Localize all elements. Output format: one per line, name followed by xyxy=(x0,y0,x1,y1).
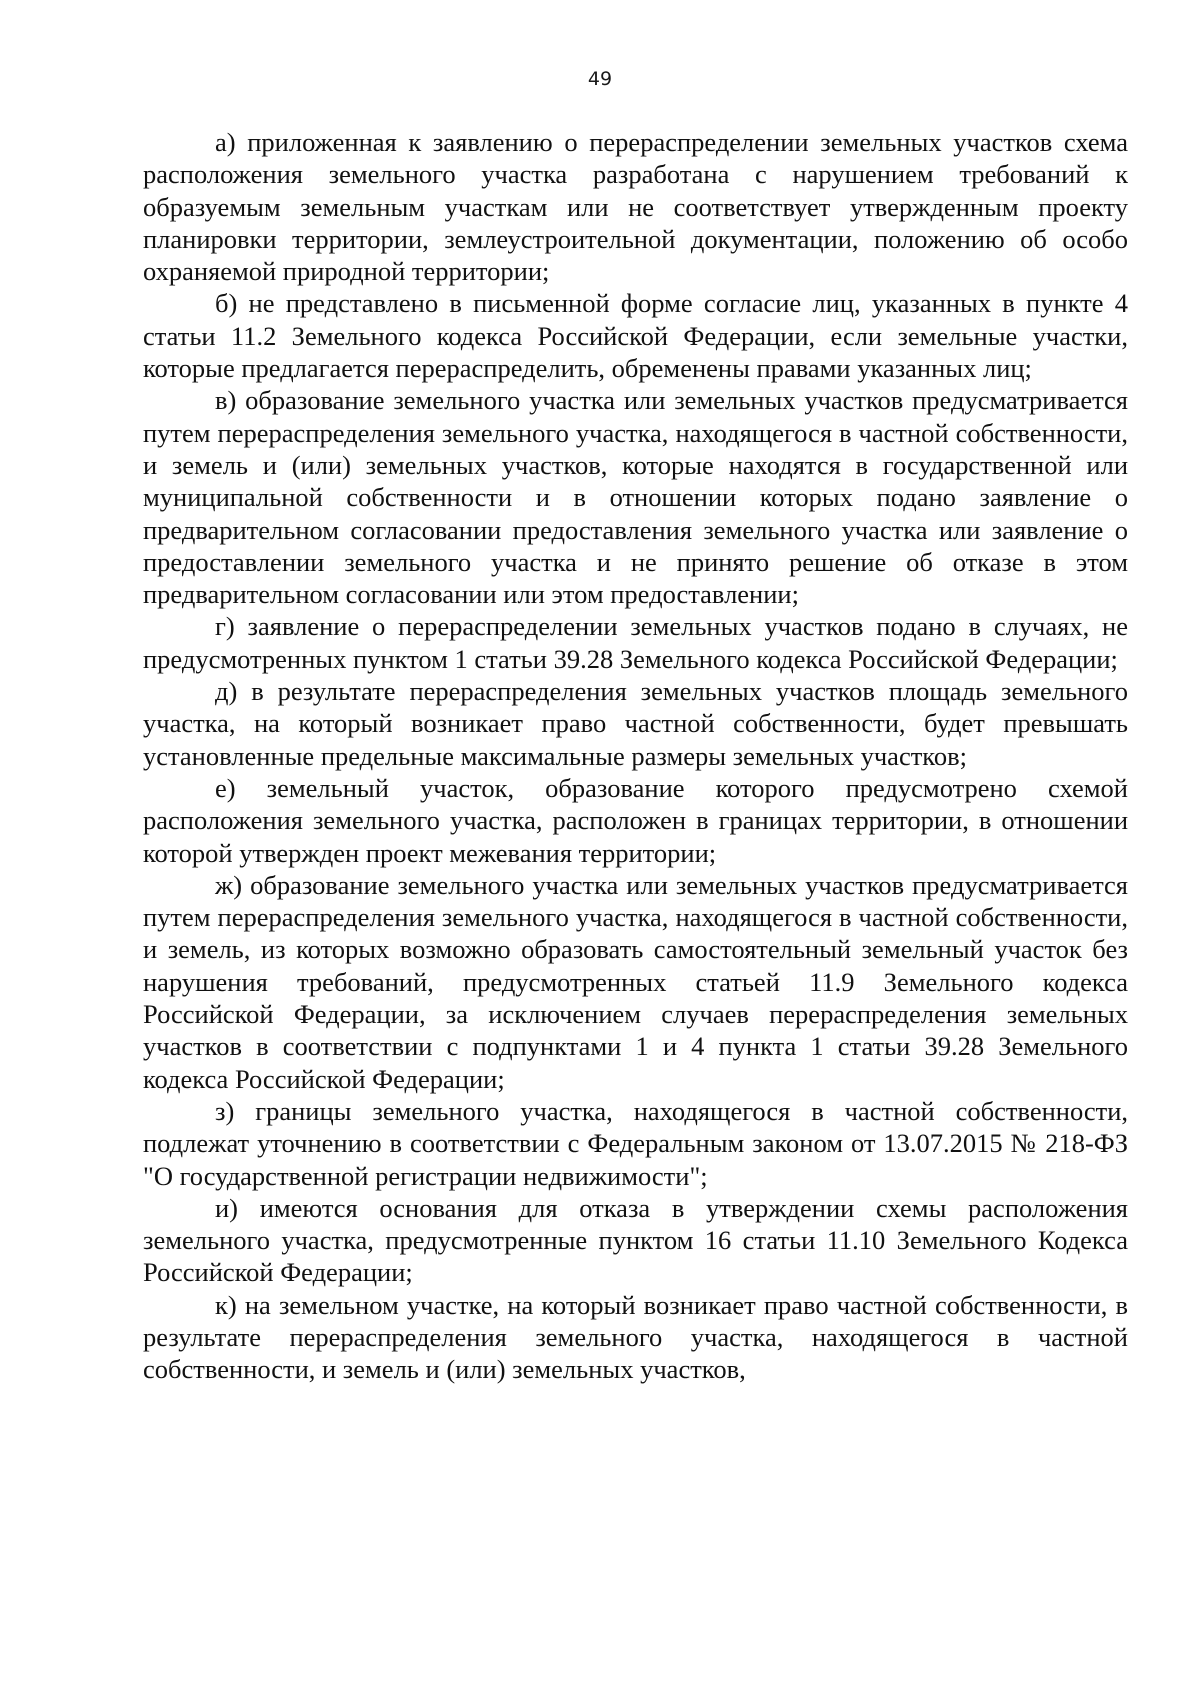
paragraph-v: в) образование земельного участка или земельных участков предусматривается путем перераспределения земельного участка, находящегося в частной собственности, и земель и (или) земельных участков, которые находятся в государственной или муниципальной собственности и в отношении которых подано заявление о предварительном согласовании предоставления земельного участка или заявление о предоставлении земельного участка и не принято решение об отказе в этом предварительном согласовании или этом предоставлении; xyxy=(143,385,1128,610)
document-body xyxy=(143,126,1128,1386)
paragraph-z: з) границы земельного участка, находящегося в частной собственности, подлежат уточнению в соответствии с Федеральным законом от 13.07.2015 № 218-ФЗ "О государственной регистрации недвижимости"; xyxy=(143,1095,1128,1191)
paragraph-a: а) приложенная к заявлению о перераспределении земельных участков схема расположения земельного участка разработана с нарушением требований к образуемым земельным участкам или не соответствует утвержденным проекту планировки территории, землеустроительной документации, положению об особо охраняемой природной территории; xyxy=(143,127,1128,287)
page-number: 49 xyxy=(587,68,613,90)
paragraph-i: и) имеются основания для отказа в утверждении схемы расположения земельного участка, предусмотренные пунктом 16 статьи 11.10 Земельного Кодекса Российской Федерации; xyxy=(143,1192,1128,1288)
paragraph-g: г) заявление о перераспределении земельных участков подано в случаях, не предусмотренных пунктом 1 статьи 39.28 Земельного кодекса Российской Федерации; xyxy=(143,611,1128,674)
paragraph-zh: ж) образование земельного участка или земельных участков предусматривается путем перераспределения земельного участка, находящегося в частной собственности, и земель, из которых возможно образовать самостоятельный земельный участок без нарушения требований, предусмотренных статьей 11.9 Земельного кодекса Российской Федерации, за исключением случаев перераспределения земельных участков в соответствии с подпунктами 1 и 4 пункта 1 статьи 39.28 Земельного кодекса Российской Федерации; xyxy=(143,869,1128,1094)
paragraph-b: б) не представлено в письменной форме согласие лиц, указанных в пункте 4 статьи 11.2 Земельного кодекса Российской Федерации, если земельные участки, которые предлагается перераспределить, обременены правами указанных лиц; xyxy=(143,288,1128,384)
paragraph-e: е) земельный участок, образование которого предусмотрено схемой расположения земельного участка, расположен в границах территории, в отношении которой утвержден проект межевания территории; xyxy=(143,772,1128,868)
paragraph-d: д) в результате перераспределения земельных участков площадь земельного участка, на который возникает право частной собственности, будет превышать установленные предельные максимальные размеры земельных участков; xyxy=(143,676,1128,771)
paragraph-k: к) на земельном участке, на который возникает право частной собственности, в результате перераспределения земельного участка, находящегося в частной собственности, и земель и (или) земельных участков, xyxy=(143,1289,1128,1385)
